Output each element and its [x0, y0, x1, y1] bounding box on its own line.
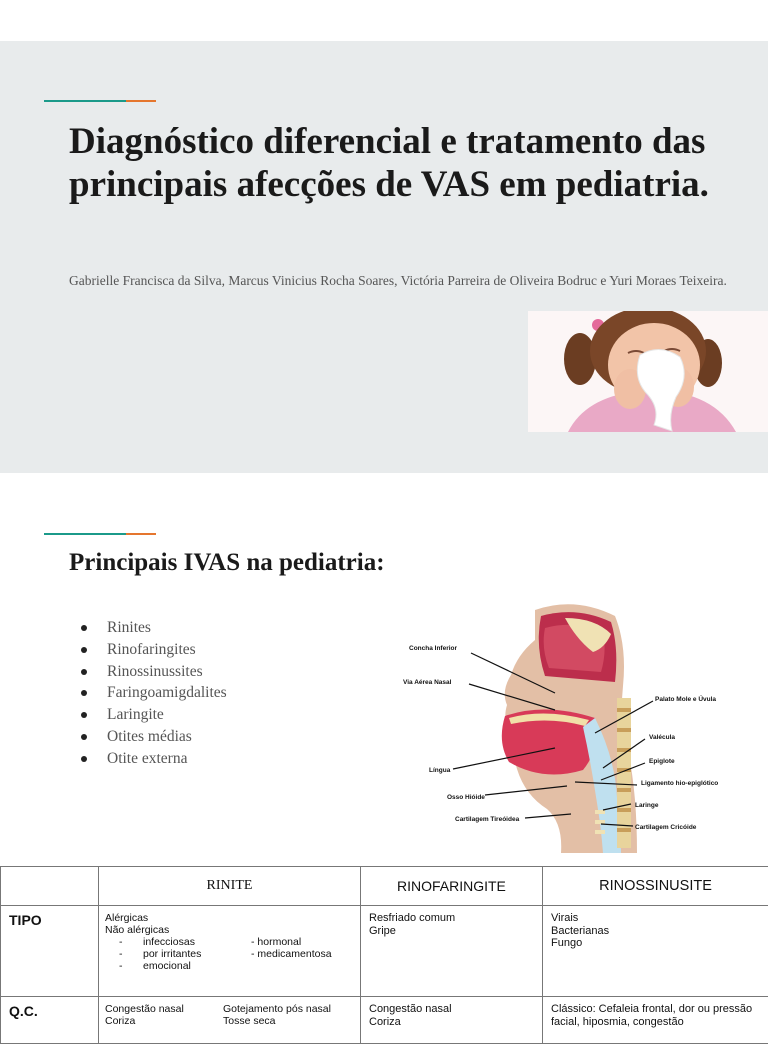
- table-header-empty: [1, 867, 99, 906]
- ivas-list: [78, 617, 227, 770]
- label-lingua: Língua: [429, 767, 451, 774]
- tipo-rinossinusite-cell: Virais Bacterianas Fungo: [543, 906, 768, 997]
- list-item: Rinites: [78, 617, 227, 639]
- label-osso: Osso Hióide: [447, 794, 485, 801]
- qc-rinite-cell: Congestão nasal Coriza Gotejamento pós nasal Tosse seca: [99, 997, 361, 1044]
- differential-table: [0, 866, 768, 1044]
- accent-line-2: [44, 533, 156, 536]
- list-item: Faringoamigdalites: [78, 682, 227, 704]
- qc-rinofaringite-cell: Congestão nasal Coriza: [361, 997, 543, 1044]
- authors: Gabrielle Francisca da Silva, Marcus Vinicius Rocha Soares, Victória Parreira de Oliveira Bodruc e Yuri Moraes Teixeira.: [69, 273, 729, 288]
- label-laringe: Laringe: [635, 802, 659, 809]
- slide-title: Diagnóstico diferencial e tratamento das principais afecções de VAS em pediatria.: [69, 120, 709, 206]
- accent-line: [44, 100, 156, 103]
- table-header-rinossinusite: RINOSSINUSITE: [543, 867, 768, 906]
- list-item: Laringite: [78, 704, 227, 726]
- label-ligamento: Ligamento hio-epiglótico: [641, 780, 718, 787]
- table-header-rinite: RINITE: [99, 867, 361, 906]
- row-label-qc: Q.C.: [1, 997, 99, 1044]
- label-tireoidea: Cartilagem Tireóidea: [455, 816, 520, 823]
- child-sneezing-photo: [528, 311, 768, 432]
- table-row: [1, 997, 768, 1044]
- label-cricoide: Cartilagem Cricóide: [635, 824, 697, 831]
- label-valecula: Valécula: [649, 734, 675, 741]
- title-slide: [0, 41, 768, 473]
- list-item: Otite externa: [78, 748, 227, 770]
- table-row: [1, 906, 768, 997]
- tipo-rinite-cell: Alérgicas Não alérgicas - infecciosas - hormonal - por irritantes - medicamentosa - emocional: [99, 906, 361, 997]
- list-item: Rinossinussites: [78, 661, 227, 683]
- label-concha: Concha Inferior: [409, 645, 458, 652]
- upper-airway-anatomy-diagram: [395, 598, 735, 853]
- row-label-tipo: TIPO: [1, 906, 99, 997]
- table-header-rinofaringite: RINOFARINGITE: [361, 867, 543, 906]
- qc-rinossinusite-cell: Clássico: Cefaleia frontal, dor ou pressão facial, hiposmia, congestão: [543, 997, 768, 1044]
- label-epiglote: Epiglote: [649, 758, 675, 765]
- tipo-rinofaringite-cell: Resfriado comum Gripe: [361, 906, 543, 997]
- list-item: Rinofaringites: [78, 639, 227, 661]
- section-title: Principais IVAS na pediatria:: [69, 549, 385, 577]
- list-item: Otites médias: [78, 726, 227, 748]
- label-via: Via Aérea Nasal: [403, 679, 452, 686]
- label-palato: Palato Mole e Úvula: [655, 694, 716, 703]
